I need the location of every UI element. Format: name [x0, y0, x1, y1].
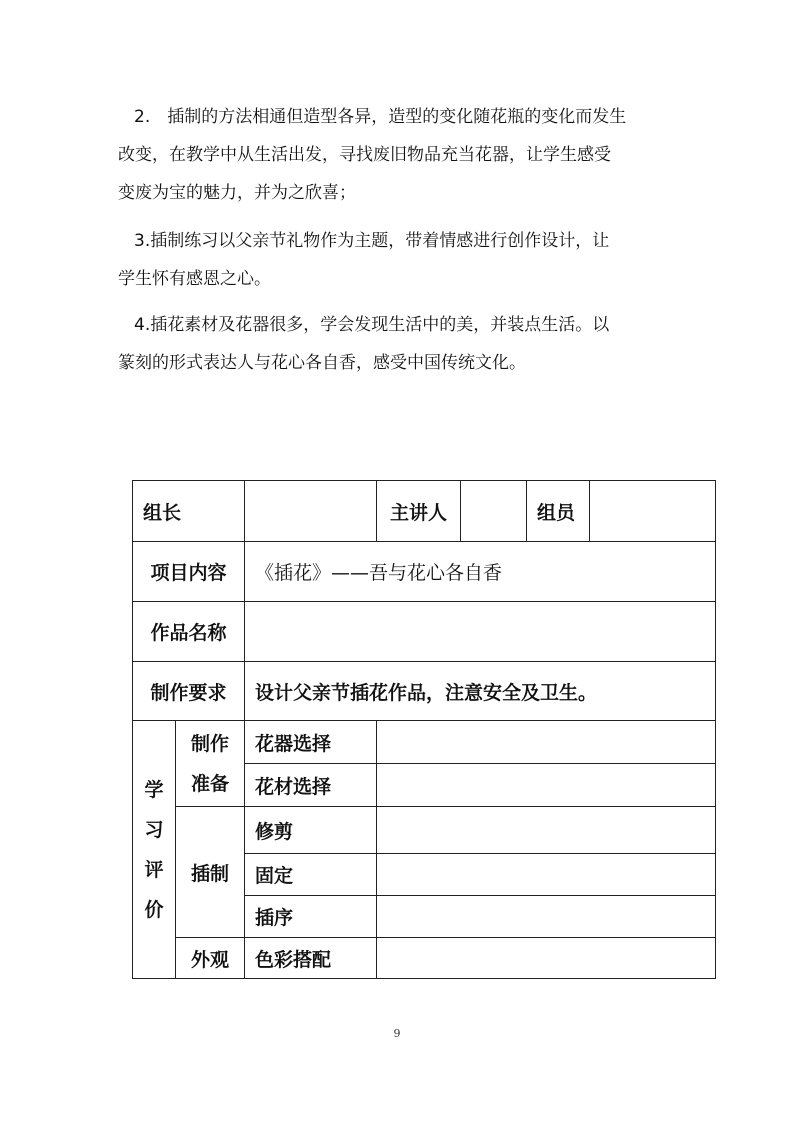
requirement-label: 制作要求	[133, 662, 245, 721]
paragraph-line: 改变，在教学中从生活出发，寻找废旧物品充当花器，让学生感受	[118, 145, 611, 165]
paragraph-line: 变废为宝的魅力，并为之欣喜；	[118, 183, 356, 203]
vase-select-value	[377, 721, 716, 764]
fix-label: 固定	[245, 854, 377, 896]
paragraph-4	[118, 306, 698, 382]
requirement-value: 设计父亲节插花作品，注意安全及卫生。	[245, 662, 716, 721]
paragraph-line: 篆刻的形式表达人与花心各自香，感受中国传统文化。	[118, 353, 526, 373]
table-row	[133, 807, 716, 854]
vertical-char: 习	[144, 818, 164, 841]
material-select-value	[377, 764, 716, 807]
color-match-value	[377, 938, 716, 979]
page-number: 9	[393, 1027, 401, 1040]
order-label: 插序	[245, 896, 377, 938]
work-name-value	[245, 602, 716, 662]
table-row	[133, 938, 716, 979]
vertical-char: 学	[144, 778, 164, 801]
appearance-group-label: 外观	[176, 938, 245, 979]
work-name-label: 作品名称	[133, 602, 245, 662]
group-char: 制作	[191, 732, 230, 755]
table-row	[133, 542, 716, 602]
trim-label: 修剪	[245, 807, 377, 854]
trim-value	[377, 807, 716, 854]
member-divider	[589, 481, 590, 541]
leader-label: 组长	[133, 481, 245, 542]
vertical-char: 评	[144, 858, 164, 881]
table-row	[133, 481, 716, 542]
table-row	[133, 602, 716, 662]
material-select-label: 花材选择	[245, 764, 377, 807]
paragraph-2	[118, 98, 698, 212]
color-match-label: 色彩搭配	[245, 938, 377, 979]
evaluation-table	[132, 480, 716, 979]
table-row	[133, 662, 716, 721]
member-label-cell	[527, 481, 716, 542]
project-label: 项目内容	[133, 542, 245, 602]
speaker-label: 主讲人	[377, 481, 461, 542]
paragraph-line: 4.插花素材及花器很多，学会发现生活中的美，并装点生活。以	[134, 315, 610, 335]
member-label: 组员	[537, 501, 576, 524]
prep-group-label	[176, 721, 245, 807]
fix-value	[377, 854, 716, 896]
learning-evaluation-label	[133, 721, 176, 979]
project-value: 《插花》——吾与花心各自香	[245, 542, 716, 602]
table-row	[133, 721, 716, 764]
paragraph-line: 3.插制练习以父亲节礼物作为主题，带着情感进行创作设计，让	[134, 231, 610, 251]
leader-value	[245, 481, 377, 542]
vase-select-label: 花器选择	[245, 721, 377, 764]
insert-group-label: 插制	[176, 807, 245, 938]
paragraph-3	[118, 222, 698, 298]
group-char: 准备	[191, 772, 230, 795]
order-value	[377, 896, 716, 938]
speaker-value	[461, 481, 527, 542]
paragraph-line: 2. 插制的方法相通但造型各异，造型的变化随花瓶的变化而发生	[134, 107, 627, 127]
paragraph-line: 学生怀有感恩之心。	[118, 269, 271, 289]
vertical-char: 价	[144, 898, 164, 921]
